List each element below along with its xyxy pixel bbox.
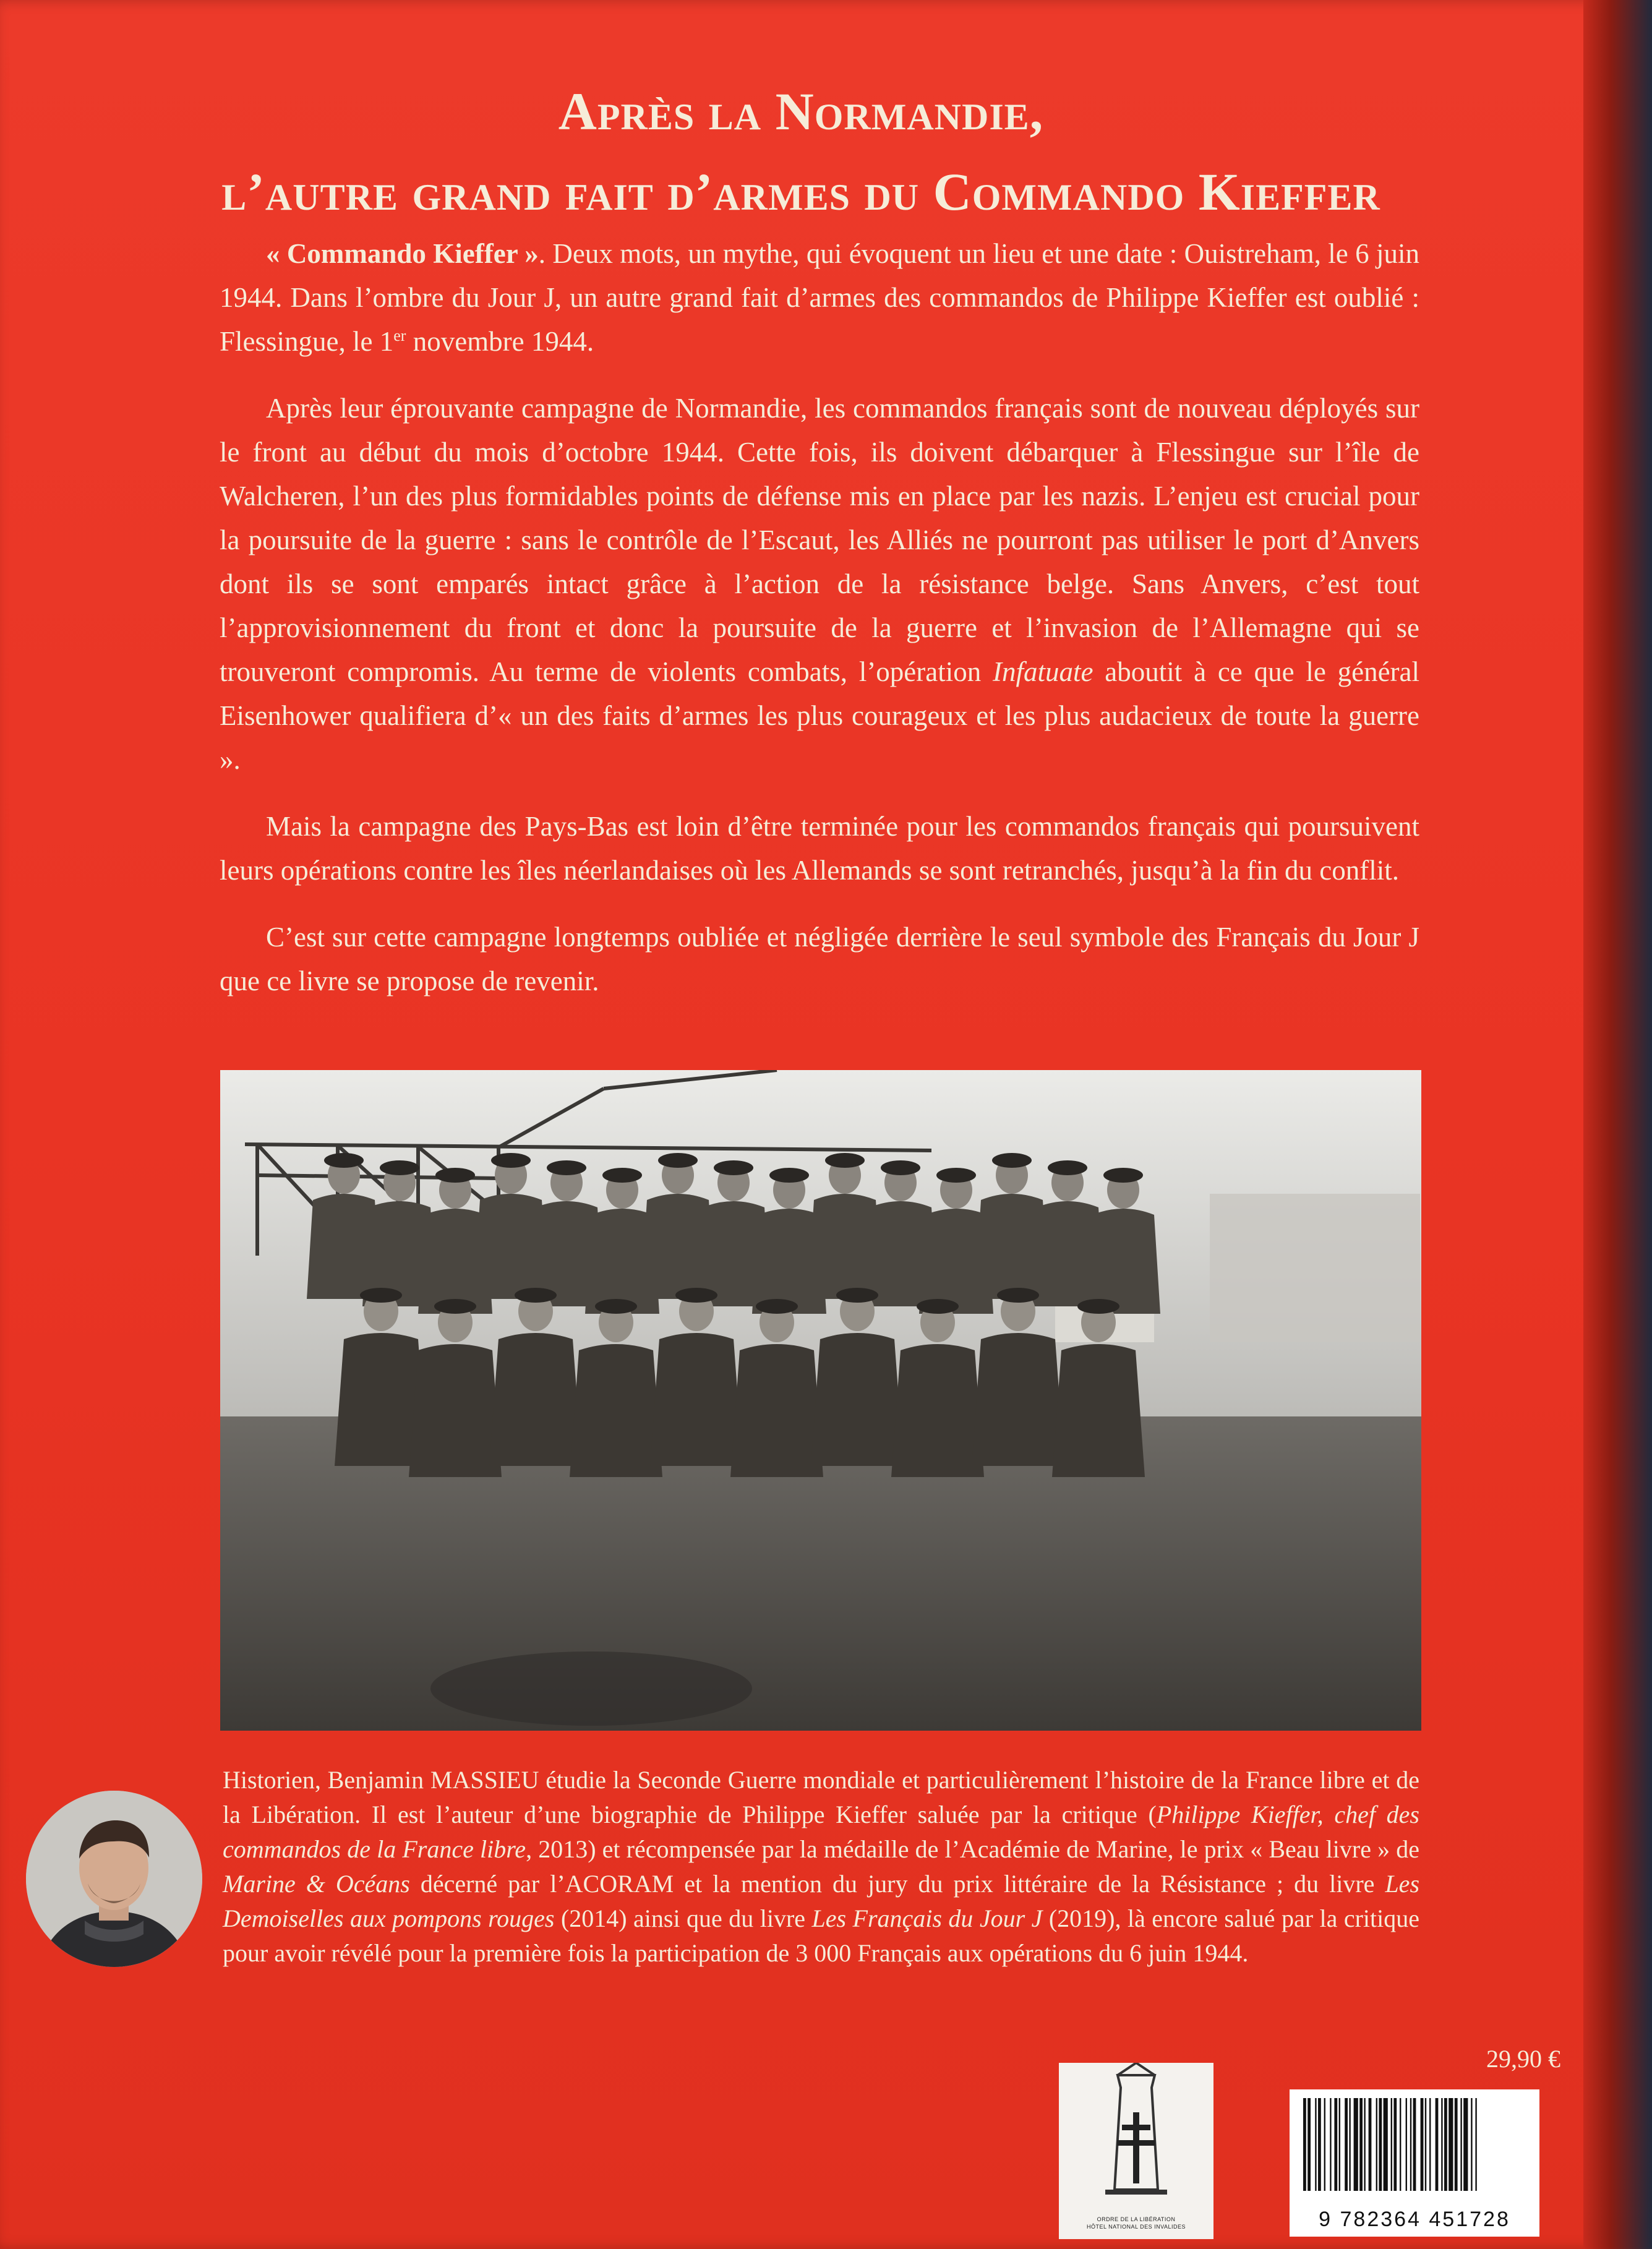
bio-text-2: , 2013) et récompensée par la médaille de l’Académie de Marine, le prix « Beau livre » de (526, 1835, 1420, 1863)
soldier-beret (658, 1153, 698, 1168)
soldier-beret (380, 1160, 419, 1175)
author-biography (223, 1763, 1419, 1971)
barcode-bar (1463, 2098, 1468, 2191)
soldier-beret (547, 1160, 586, 1175)
barcode-bar (1471, 2098, 1472, 2191)
barcode-bar (1339, 2098, 1340, 2191)
soldier-body (972, 1333, 1064, 1466)
blurb (220, 232, 1419, 1026)
bio-magazine-title: Marine & Océans (223, 1870, 410, 1898)
barcode-bar (1406, 2098, 1407, 2191)
isbn-digits: 9 782364 451728 (1319, 2208, 1510, 2231)
barcode-bar (1349, 2098, 1350, 2191)
barcode-bar (1307, 2098, 1311, 2191)
ordre-de-la-liberation-logo (1059, 2063, 1213, 2239)
soldier-beret (769, 1168, 809, 1183)
soldier-body (1086, 1209, 1160, 1314)
blurb-p1-text-b: novembre 1944. (406, 326, 594, 357)
cross-of-lorraine-icon (1059, 2063, 1213, 2239)
barcode-bar (1345, 2098, 1348, 2191)
barcode-bar (1444, 2098, 1447, 2191)
soldier-beret (714, 1160, 753, 1175)
bio-text-3: décerné par l’ACORAM et la mention du jury du prix littéraire de la Résistance ; du livre (409, 1870, 1385, 1898)
author-portrait-icon (26, 1791, 202, 1967)
barcode-bar (1359, 2098, 1363, 2191)
barcode-bar (1379, 2098, 1382, 2191)
barcode-bar (1413, 2098, 1416, 2191)
headline-line-1: Après la Normandie, (558, 82, 1044, 141)
bio-book-title-2: Les Demoiselles aux pompons rouges (223, 1870, 1420, 1932)
soldier-body (891, 1344, 984, 1477)
barcode-bars (1290, 2089, 1539, 2201)
soldier-body (570, 1344, 662, 1477)
soldier-beret (997, 1288, 1039, 1303)
price-label: 29,90 € (1486, 2045, 1560, 2073)
barcode-bar (1429, 2098, 1431, 2191)
soldier-beret (992, 1153, 1032, 1168)
soldier-beret (515, 1288, 557, 1303)
bio-text-5: (2019), là encore salué par la critique pour avoir révélé pour la première fois la participation de 3 000 Français aux opérations du 6 juin 1944. (223, 1904, 1419, 1967)
bio-text-1: Historien, Benjamin MASSIEU étudie la Seconde Guerre mondiale et particulièrement l’histoire de la France libre et de la Libération. Il est l’auteur d’une biographie de Philippe Kieffer saluée par la critique ( (223, 1766, 1419, 1828)
isbn-barcode (1290, 2089, 1539, 2237)
soldier-beret (825, 1153, 865, 1168)
barcode-bar (1449, 2098, 1453, 2191)
soldier-beret (602, 1168, 642, 1183)
soldier-beret (324, 1153, 364, 1168)
blurb-p2-text-b: aboutit à ce que le général Eisenhower qualifiera d’« un des faits d’armes les plus courageux et les plus audacieux de toute la guerre ». (220, 656, 1419, 775)
soldier-body (811, 1333, 904, 1466)
blurb-p2-text-a: Après leur éprouvante campagne de Normandie, les commandos français sont de nouveau déployés sur le front au début du mois d’octobre 1944. Cette fois, ils doivent débarquer à Flessingue sur l’île de Walcheren, l’un des plus formidables points de défense mis en place par les nazis. L’enjeu est crucial pour la poursuite de la guerre : sans le contrôle de l’Escaut, les Alliés ne pourront pas utiliser le port d’Anvers dont ils se sont emparés intact grâce à l’action de la résistance belge. Sans Anvers, c’est tout l’approvisionnement du front et donc la poursuite de la guerre et l’invasion de l’Allemagne qui se trouveront compromis. Au terme de violents combats, l’opération (220, 393, 1419, 687)
barcode-bar (1330, 2098, 1331, 2191)
barcode-bar (1441, 2098, 1442, 2191)
soldier-beret (936, 1168, 976, 1183)
barcode-bar (1369, 2098, 1372, 2191)
blurb-paragraph-2 (220, 387, 1419, 782)
logo-caption-line-2: HÔTEL NATIONAL DES INVALIDES (1086, 2224, 1186, 2230)
soldier-beret (1048, 1160, 1087, 1175)
soldier-beret (675, 1288, 717, 1303)
barcode-bar (1303, 2098, 1306, 2191)
soldier-body (1052, 1344, 1145, 1477)
barcode-bar (1318, 2098, 1321, 2191)
barcode-bar (1324, 2098, 1325, 2191)
barcode-bar (1376, 2098, 1377, 2191)
soldier-beret (435, 1168, 475, 1183)
cover-headline (37, 71, 1565, 232)
barcode-bar (1391, 2098, 1392, 2191)
logo-caption (1059, 2216, 1213, 2230)
barcode-bar (1400, 2098, 1401, 2191)
soldier-body (489, 1333, 582, 1466)
blurb-paragraph-4: C’est sur cette campagne longtemps oubliée et négligée derrière le seul symbole des Français du Jour J que ce livre se propose de revenir. (220, 922, 1419, 996)
soldier-body (730, 1344, 823, 1477)
blurb-p1-superscript: er (393, 327, 406, 345)
barcode-bar (1364, 2098, 1365, 2191)
group-photo (220, 1070, 1421, 1731)
soldier-beret (491, 1153, 531, 1168)
barcode-bar (1334, 2098, 1337, 2191)
blurb-lead: « Commando Kieffer » (266, 238, 539, 269)
barcode-bar (1436, 2098, 1439, 2191)
barcode-bar (1315, 2098, 1316, 2191)
blurb-paragraph-3: Mais la campagne des Pays-Bas est loin d’être terminée pour les commandos français qui poursuivent leurs opérations contre les îles néerlandaises où les Allemands se sont retranchés, jusqu’à la fin du conflit. (220, 811, 1419, 886)
group-photo-image (220, 1070, 1421, 1731)
barcode-bar (1425, 2098, 1426, 2191)
bio-text-4: (2014) ainsi que du livre (554, 1904, 812, 1932)
soldier-beret (360, 1288, 402, 1303)
barcode-bar (1475, 2098, 1476, 2191)
soldier-body (650, 1333, 743, 1466)
barcode-bar (1393, 2098, 1397, 2191)
bio-book-title-3: Les Français du Jour J (811, 1904, 1043, 1932)
soldier-beret (756, 1299, 798, 1314)
barcode-bar (1460, 2098, 1462, 2191)
author-avatar (26, 1791, 202, 1967)
blurb-paragraph-1 (220, 232, 1419, 364)
soldier-beret (881, 1160, 920, 1175)
barcode-bar (1384, 2098, 1388, 2191)
book-spine-edge (1583, 0, 1652, 2249)
soldier-beret (836, 1288, 878, 1303)
operation-name: Infatuate (993, 656, 1093, 687)
barcode-bar (1410, 2098, 1411, 2191)
barcode-bar (1354, 2098, 1358, 2191)
soldier-body (409, 1344, 502, 1477)
soldier-beret (595, 1299, 637, 1314)
barcode-bar (1421, 2098, 1424, 2191)
headline-line-2: l’autre grand fait d’armes du Commando Kieffer (221, 162, 1380, 221)
soldier-beret (1103, 1168, 1143, 1183)
soldier-beret (917, 1299, 959, 1314)
soldier-beret (434, 1299, 476, 1314)
blurb-p1-text-a: . Deux mots, un mythe, qui évoquent un lieu et une date : Ouistreham, le 6 juin 1944. Dans l’ombre du Jour J, un autre grand fait d’armes des commandos de Philippe Kieffer est oublié : Flessingue, le 1 (220, 238, 1419, 357)
barcode-bar (1455, 2098, 1458, 2191)
logo-caption-line-1: ORDRE DE LA LIBÉRATION (1097, 2216, 1176, 2222)
bio-book-title-1: Philippe Kieffer, chef des commandos de la France libre (223, 1801, 1419, 1863)
soldier-beret (1077, 1299, 1119, 1314)
